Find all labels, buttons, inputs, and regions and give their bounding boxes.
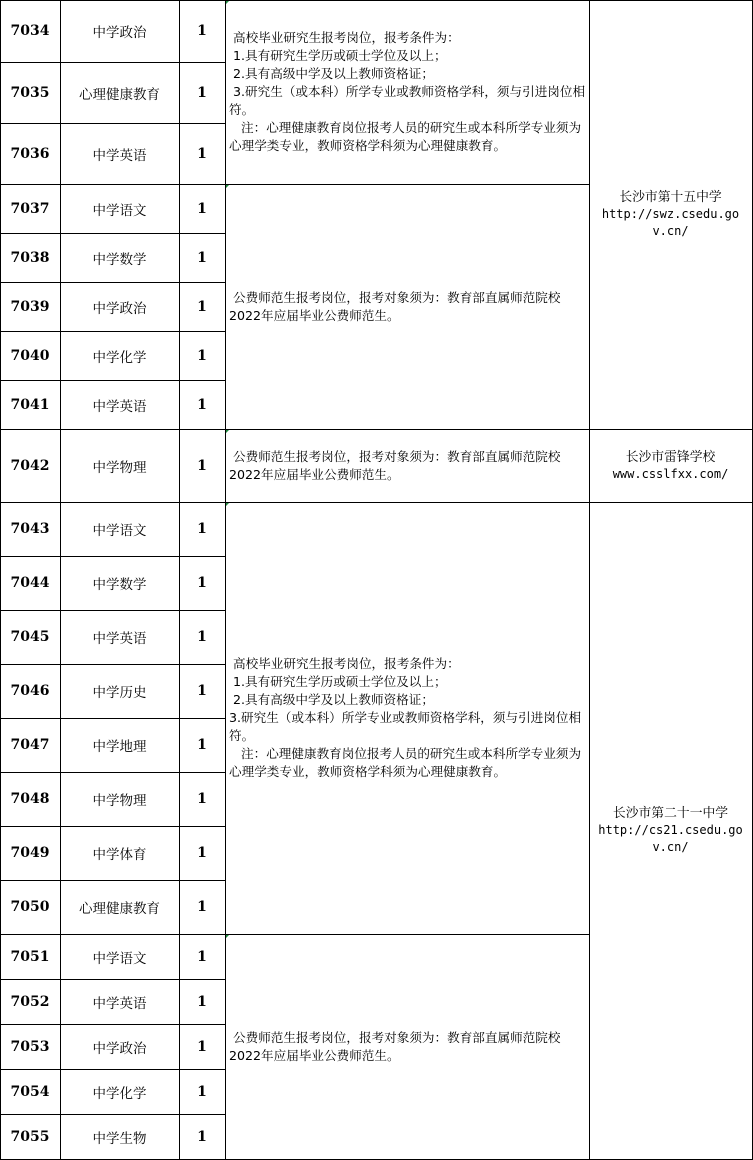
row-divider (0, 123, 226, 124)
row-divider (225, 429, 590, 430)
subject-name: 中学化学 (92, 1085, 147, 1102)
job-code: 7049 (10, 845, 50, 861)
row-divider (0, 1024, 226, 1025)
requirement-line: 注：心理健康教育岗位报考人员的研究生或本科所学专业须为心理学类专业，教师资格学科须为心理健康教育。 (229, 746, 582, 779)
row-divider (0, 880, 226, 881)
job-code: 7040 (10, 347, 50, 364)
column-divider (225, 0, 226, 1160)
job-code: 7038 (10, 249, 50, 266)
subject-name: 中学地理 (92, 739, 147, 755)
hire-count: 1 (197, 1038, 207, 1055)
subject-name: 中学数学 (92, 577, 147, 593)
column-divider (60, 0, 61, 1160)
hire-count: 1 (197, 298, 207, 315)
hire-count: 1 (197, 1128, 207, 1145)
school-website-link[interactable]: http://cs21.csedu.gov.cn/ (598, 823, 743, 854)
requirement-text (225, 934, 589, 1159)
row-divider (0, 380, 226, 381)
row-divider (0, 718, 226, 719)
subject-name: 中学英语 (92, 398, 147, 415)
subject-name: 中学英语 (92, 631, 147, 647)
row-divider (0, 282, 226, 283)
column-divider (179, 0, 180, 1160)
subject-name: 中学英语 (92, 147, 147, 164)
hire-count: 1 (197, 845, 207, 861)
school-name: 长沙市第十五中学 (619, 190, 722, 205)
hire-count: 1 (197, 84, 207, 101)
hire-count: 1 (197, 145, 207, 162)
row-divider (0, 62, 226, 63)
job-code: 7039 (10, 298, 50, 315)
row-divider (0, 556, 226, 557)
requirement-text (225, 184, 589, 429)
requirement-line: 高校毕业研究生报考岗位，报考条件为： (229, 30, 460, 45)
row-divider (0, 1069, 226, 1070)
hire-count: 1 (197, 683, 207, 699)
school-name: 长沙市第二十一中学 (612, 806, 729, 821)
requirement-line: 3.研究生（或本科）所学专业或教师资格学科，须与引进岗位相符。 (229, 84, 586, 117)
subject-name: 中学英语 (92, 995, 147, 1012)
row-divider (225, 184, 590, 185)
requirement-line: 2.具有高级中学及以上教师资格证； (229, 692, 434, 707)
hire-count: 1 (197, 249, 207, 266)
school-name: 长沙市雷锋学校 (625, 449, 716, 465)
hire-count: 1 (197, 737, 207, 753)
requirement-line: 3.研究生（或本科）所学专业或教师资格学科，须与引进岗位相符。 (229, 710, 582, 743)
hire-count: 1 (197, 948, 207, 965)
row-divider (0, 184, 226, 185)
row-divider (0, 429, 226, 430)
subject-name: 中学政治 (92, 25, 147, 41)
subject-name: 中学历史 (92, 685, 147, 701)
row-divider (0, 610, 226, 611)
job-code: 7052 (10, 993, 50, 1010)
job-code: 7050 (10, 899, 50, 915)
subject-name: 中学化学 (92, 349, 147, 366)
job-code: 7054 (10, 1083, 50, 1100)
row-divider (0, 0, 753, 1)
hire-count: 1 (197, 1083, 207, 1100)
row-divider (0, 1114, 226, 1115)
row-divider (0, 826, 226, 827)
requirement-line: 2.具有高级中学及以上教师资格证； (229, 66, 434, 81)
job-code: 7036 (10, 145, 50, 162)
row-divider (0, 664, 226, 665)
hire-count: 1 (197, 791, 207, 807)
row-divider (225, 934, 590, 935)
job-code: 7043 (10, 521, 50, 537)
requirement-line: 注：心理健康教育岗位报考人员的研究生或本科所学专业须为心理学类专业，教师资格学科须为心理健康教育。 (229, 120, 582, 153)
job-code: 7037 (10, 200, 50, 217)
job-code: 7041 (10, 396, 50, 413)
hire-count: 1 (197, 23, 207, 39)
hire-count: 1 (197, 200, 207, 217)
job-code: 7035 (10, 84, 50, 101)
hire-count: 1 (197, 521, 207, 537)
hire-count: 1 (197, 993, 207, 1010)
job-code: 7055 (10, 1128, 50, 1145)
hire-count: 1 (197, 575, 207, 591)
job-code: 7042 (10, 457, 50, 474)
requirement-line: 1.具有研究生学历或硕士学位及以上； (229, 674, 447, 689)
row-divider (589, 502, 753, 503)
hire-count: 1 (197, 629, 207, 645)
row-divider (0, 233, 226, 234)
subject-name: 心理健康教育 (79, 86, 160, 103)
row-divider (225, 502, 590, 503)
job-code: 7047 (10, 737, 50, 753)
school-info (589, 502, 752, 1159)
subject-name: 心理健康教育 (79, 901, 160, 917)
job-code: 7034 (10, 23, 50, 39)
subject-name: 中学政治 (92, 300, 147, 317)
requirement-line: 高校毕业研究生报考岗位，报考条件为： (229, 656, 460, 671)
requirement-text (225, 0, 589, 184)
hire-count: 1 (197, 347, 207, 364)
subject-name: 中学语文 (92, 202, 147, 219)
hire-count: 1 (197, 457, 207, 474)
row-divider (0, 502, 226, 503)
row-divider (0, 772, 226, 773)
row-divider (0, 934, 226, 935)
school-website-link[interactable]: http://swz.csedu.gov.cn/ (601, 207, 740, 238)
job-code: 7053 (10, 1038, 50, 1055)
requirement-line: 公费师范生报考岗位，报考对象须为：教育部直属师范院校2022年应届毕业公费师范生。 (229, 1029, 561, 1063)
subject-name: 中学体育 (92, 847, 147, 863)
requirement-line: 公费师范生报考岗位，报考对象须为：教育部直属师范院校2022年应届毕业公费师范生。 (229, 289, 561, 323)
subject-name: 中学生物 (92, 1130, 147, 1147)
subject-name: 中学物理 (92, 459, 147, 476)
column-divider (0, 0, 1, 1160)
row-divider (589, 429, 753, 430)
requirement-text (225, 502, 589, 934)
subject-name: 中学物理 (92, 793, 147, 809)
column-divider (589, 0, 590, 1160)
school-website-link[interactable]: www.csslfxx.com/ (612, 466, 729, 481)
school-info (589, 429, 752, 502)
requirement-text (225, 429, 589, 502)
row-divider (0, 331, 226, 332)
subject-name: 中学政治 (92, 1040, 147, 1057)
job-code: 7046 (10, 683, 50, 699)
row-divider (0, 979, 226, 980)
requirement-line: 公费师范生报考岗位，报考对象须为：教育部直属师范院校2022年应届毕业公费师范生。 (229, 448, 561, 482)
subject-name: 中学语文 (92, 523, 147, 539)
job-code: 7048 (10, 791, 50, 807)
hire-count: 1 (197, 396, 207, 413)
job-code: 7045 (10, 629, 50, 645)
hire-count: 1 (197, 899, 207, 915)
requirement-line: 1.具有研究生学历或硕士学位及以上； (229, 48, 447, 63)
job-code: 7051 (10, 948, 50, 965)
job-code: 7044 (10, 575, 50, 591)
school-info (589, 0, 752, 429)
subject-name: 中学语文 (92, 950, 147, 967)
subject-name: 中学数学 (92, 251, 147, 268)
